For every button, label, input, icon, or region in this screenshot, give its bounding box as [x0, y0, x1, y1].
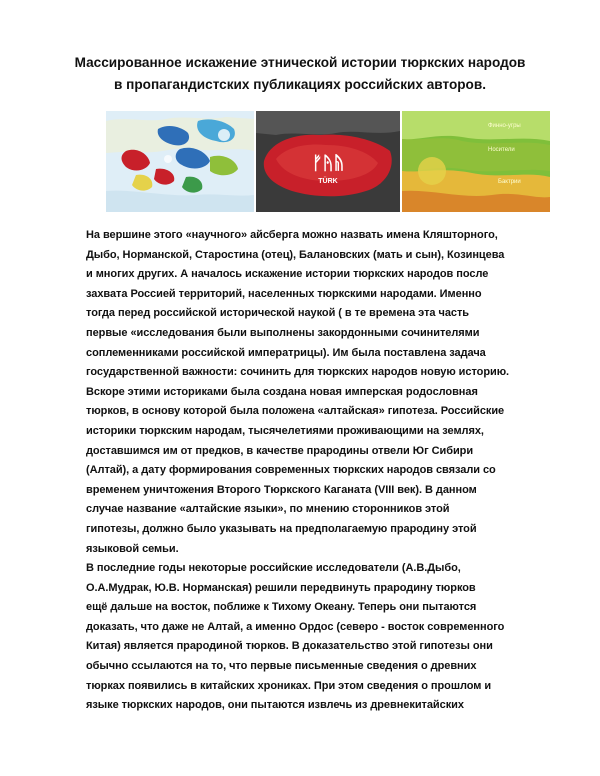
body-line: случае название «алтайские языки», по мнению сторонников этой [86, 503, 450, 516]
zone-label-1: Финно-угры [488, 123, 521, 129]
body-line: тогда перед российской исторической наукой ( в те времена эта часть [86, 307, 469, 320]
zone-label-3: Бактрии [498, 179, 521, 185]
body-line: Китая) является прародиной тюрков. В доказательство этой гипотезы они [86, 640, 493, 653]
world-map-graphic [106, 111, 254, 212]
body-line: (Алтай), а дату формирования современных тюркских народов связали со [86, 464, 496, 477]
turkic-world-map-image [106, 111, 254, 212]
body-line: обычно ссылаются на то, что первые письменные сведения о древних [86, 660, 477, 673]
body-line: и многих других. А началось искажение истории тюркских народов после [86, 268, 489, 281]
article-body [86, 226, 526, 716]
runic-inscription: ᚠᚤᚥ [311, 153, 345, 173]
body-line: временем уничтожения Второго Тюркского Каганата (VIII век). В данном [86, 483, 477, 496]
body-line: тюрках появились в китайских хрониках. При этом сведения о прошлом и [86, 679, 492, 692]
body-line: Дыбо, Норманской, Старостина (отец), Балановских (мать и сын), Козинцева [86, 248, 505, 261]
body-line: государственной важности: сочинить для тюркских народов новую историю. [86, 366, 510, 379]
body-line: ещё дальше на восток, поближе к Тихому Океану. Теперь они пытаются [86, 601, 477, 614]
body-line: соплеменниками российской императрицы). Им была поставлена задача [86, 346, 486, 359]
body-line: В последние годы некоторые российские исследователи (А.В.Дыбо, [86, 562, 461, 575]
ethnic-zones-graphic [402, 111, 550, 212]
turk-label: TÜRK [318, 178, 338, 185]
body-line: тюрков, в основу которой была положена «алтайская» гипотеза. Российские [86, 405, 505, 418]
body-line: О.А.Мудрак, Ю.В. Норманская) решили передвинуть прародину тюрков [86, 581, 476, 594]
body-line: языковой семьи. [86, 542, 179, 555]
body-line: историки тюркским народам, тысячелетиями проживающими на землях, [86, 424, 484, 437]
page-title [60, 52, 540, 96]
body-line: первые «исследования были выполнены закордонными сочинителями [86, 326, 480, 339]
body-line: гипотезы, должно было указывать на предполагаемую прародину этой [86, 522, 477, 535]
turk-map-graphic [256, 111, 400, 212]
body-line: доказать, что даже не Алтай, а именно Ордос (северо - восток современного [86, 620, 505, 633]
zone-label-2: Носители [488, 147, 515, 153]
body-line: захвата Россией территорий, населенных тюркскими народами. Именно [86, 287, 482, 300]
title-line-2: в пропагандистских публикациях российских авторов. [114, 77, 486, 92]
body-line: На вершине этого «научного» айсберга можно назвать имена Кляшторного, [86, 229, 498, 241]
title-line-1: Массированное искажение этнической истории тюркских народов [74, 55, 526, 70]
body-line: доставшимся им от предков, в качестве прародины отвели Юг Сибири [86, 444, 474, 457]
turk-map-image [256, 111, 400, 212]
body-line: Вскоре этими историками была создана новая имперская родословная [86, 385, 478, 398]
body-line: языке тюркских народов, они пытаются извлечь из древнекитайских [86, 699, 464, 712]
ethnic-zones-map-image [402, 111, 550, 212]
